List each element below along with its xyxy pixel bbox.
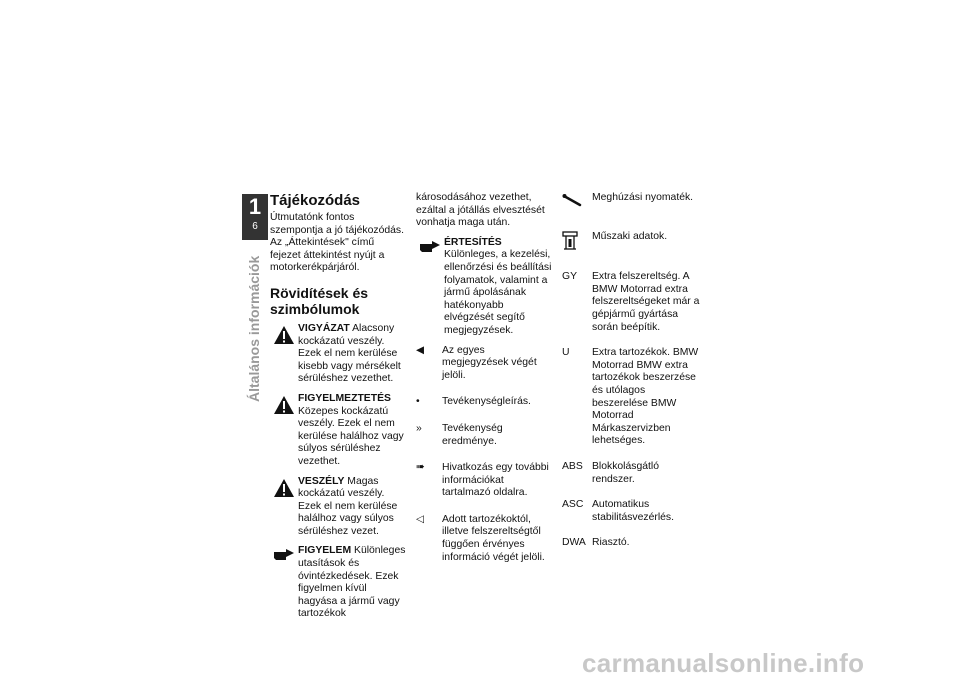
symbol-row [416,396,554,409]
abbreviation-row [562,461,702,486]
abbreviation-row [562,271,702,334]
symbol-row [416,345,554,383]
chapter-tab [242,194,268,240]
abbreviation-row [562,537,702,550]
note-label: VESZÉLY [298,475,345,487]
note-text: Különleges utasítások és óvintézkedések. Ezek figyelmen kívül hagyása a jármű vagy tartozékok [298,545,406,620]
abbreviation-row [562,347,702,448]
section-heading: Tájékozódás [270,192,361,209]
column-1 [270,192,406,628]
abbreviation: ASC [562,499,584,511]
result-icon: » [416,422,422,434]
note-caution [270,323,406,386]
note-label: VIGYÁZAT [298,322,350,334]
pointing-hand-icon [270,545,298,621]
pointing-hand-icon [416,237,444,338]
page-reference-arrow-icon: ➠ [416,462,425,474]
note-label: FIGYELEM [298,545,352,557]
bullet-icon: • [416,396,420,408]
note-label: FIGYELMEZTETÉS [298,392,391,404]
symbol-description: Tevékenységleírás. [442,396,531,408]
symbol-row [416,423,554,448]
abbreviation: ABS [562,460,583,472]
watermark: carmanualsonline.info [582,648,865,678]
chapter-number: 1 [248,194,262,219]
note-warning [270,393,406,469]
abbreviation-description: Extra felszereltség. A BMW Motorrad extra felszereltségeket már a gépjármű gyártása során beépítik. [592,271,700,333]
warning-triangle-icon [270,393,298,469]
symbol-row [416,514,554,564]
abbreviation: U [562,347,570,359]
note-text: Alacsony kockázatú veszély. Ezek el nem kerülése kisebb vagy mérsékelt sérüléshez vezethet. [298,322,401,385]
chapter-title: Általános információk [246,255,262,402]
symbol-row [416,462,554,500]
page-number: 6 [252,221,258,232]
abbreviation-description: Blokkolásgátló rendszer. [592,460,660,485]
intro-text: Útmutatónk fontos szempontja a jó tájékozódás. Az „Áttekintések" című fejezet áttekintést nyújt a motorkerékpárjáról. [270,212,405,274]
section-heading-abbreviations: Rövidítések és szimbólumok [270,284,369,317]
symbol-description: Az egyes megjegyzések végét jelöli. [442,344,537,381]
warning-triangle-icon [270,476,298,539]
symbol-description: Hivatkozás egy további információkat tartalmazó oldalra. [442,462,549,499]
note-attention [270,545,406,621]
abbreviation: GY [562,271,578,283]
abbreviation-description: Riasztó. [592,537,630,549]
icon-row [562,192,702,213]
note-label: ÉRTESÍTÉS [444,236,502,248]
abbreviation-description: Automatikus stabilitásvezérlés. [592,499,675,523]
icon-description: Meghúzási nyomaték. [592,192,694,203]
icon-row [562,231,702,256]
symbol-description: Adott tartozékoktól, illetve felszereltségtől függően érvényes információ végét jelöli. [442,513,545,563]
abbreviation: DWA [562,537,586,549]
symbol-description: Tevékenység eredménye. [442,422,503,447]
icon-description: Műszaki adatok. [592,230,668,242]
note-notice [416,237,554,338]
note-danger [270,476,406,539]
technical-data-icon [562,231,592,256]
note-text: Különleges, a kezelési, ellenőrzési és beállítási folyamatok, valamint a jármű ápolásának hatékonyabb elvégzését segítő megjegyzések. [444,249,552,336]
warning-triangle-icon [270,323,298,386]
continued-text: károsodásához vezethet, ezáltal a jótállás elvesztését vonhatja maga után. [416,192,545,229]
note-text: Közepes kockázatú veszély. Ezek el nem kerülése halálhoz vagy súlyos sérüléshez vezethet. [298,405,404,467]
end-of-note-icon: ◀ [416,344,424,356]
torque-wrench-icon [562,192,592,213]
abbreviation-description: Extra tartozékok. BMW Motorrad BMW extra tartozékok beszerzése és utólagos beszerelése BMW Motorrad Márkaszervizben lehetséges. [592,347,699,447]
abbreviation-row [562,499,702,524]
column-2 [416,192,554,578]
column-3 [562,192,702,563]
note-text: Magas kockázatú veszély. Ezek el nem kerülése halálhoz vagy súlyos sérüléshez vezet. [298,475,398,537]
accessory-end-icon: ◁ [416,513,424,525]
